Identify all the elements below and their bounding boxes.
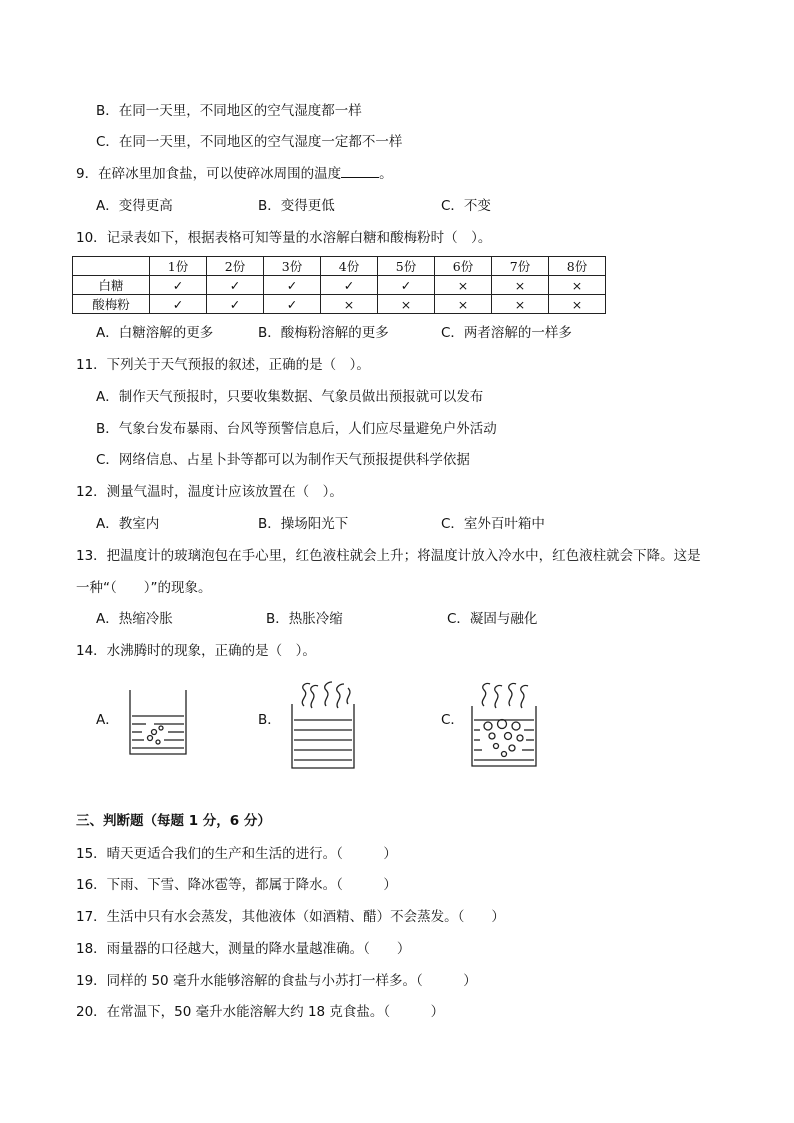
table-cell: ✓ (264, 276, 321, 295)
table-row (73, 295, 606, 314)
table-header-cell: 3份 (264, 257, 321, 276)
q9-answer-blank (341, 165, 379, 178)
table-cell: × (378, 295, 435, 314)
judge-item-20: 20．在常温下，50 毫升水能溶解大约 18 克食盐。（ ） (76, 1004, 445, 1020)
q12-option-b: B．操场阳光下 (258, 516, 349, 532)
q12-option-a: A．教室内 (96, 516, 160, 532)
q9-stem (76, 165, 393, 183)
table-cell: × (549, 276, 606, 295)
judge-item-15: 15．晴天更适合我们的生产和生活的进行。（ ） (76, 846, 397, 862)
q11-option-c: C．网络信息、占星卜卦等都可以为制作天气预报提供科学依据 (96, 452, 470, 468)
judge-item-17: 17．生活中只有水会蒸发，其他液体（如酒精、醋）不会蒸发。（ ） (76, 909, 505, 925)
q13-option-b: B．热胀冷缩 (266, 611, 343, 627)
q9-stem-end: 。 (379, 166, 393, 182)
q8-option-c: C．在同一天里，不同地区的空气湿度一定都不一样 (96, 134, 403, 150)
table-cell: ✓ (150, 276, 207, 295)
table-cell: × (321, 295, 378, 314)
table-row-label: 白糖 (73, 276, 150, 295)
q13-stem-line2: 一种“（ ）”的现象。 (76, 580, 212, 596)
q9-stem-text: 9．在碎冰里加食盐，可以使碎冰周围的温度 (76, 166, 342, 182)
table-header-cell (73, 257, 150, 276)
table-cell: ✓ (321, 276, 378, 295)
table-header-cell: 1份 (150, 257, 207, 276)
table-cell: × (435, 295, 492, 314)
table-header-cell: 6份 (435, 257, 492, 276)
beaker-b-figure (282, 678, 364, 774)
table-cell: ✓ (378, 276, 435, 295)
q11-option-b: B．气象台发布暴雨、台风等预警信息后，人们应尽量避免户外活动 (96, 421, 497, 437)
table-cell: × (435, 276, 492, 295)
q10-stem: 10．记录表如下，根据表格可知等量的水溶解白糖和酸梅粉时（ ）。 (76, 230, 492, 246)
q8-option-b: B．在同一天里，不同地区的空气湿度都一样 (96, 103, 362, 119)
table-cell: ✓ (207, 295, 264, 314)
q11-stem: 11．下列关于天气预报的叙述，正确的是（ ）。 (76, 357, 370, 373)
q14-stem: 14．水沸腾时的现象，正确的是（ ）。 (76, 643, 316, 659)
q10-option-b: B．酸梅粉溶解的更多 (258, 325, 389, 341)
table-cell: ✓ (207, 276, 264, 295)
beaker-c-figure (462, 680, 546, 772)
section-title: 三、判断题（每题 1 分，6 分） (76, 813, 271, 829)
table-header-cell: 7份 (492, 257, 549, 276)
beaker-a-figure (124, 686, 192, 758)
record-table (72, 256, 606, 314)
q13-option-c: C．凝固与融化 (447, 611, 538, 627)
table-row-label: 酸梅粉 (73, 295, 150, 314)
q11-option-a: A．制作天气预报时，只要收集数据、气象员做出预报就可以发布 (96, 389, 484, 405)
table-cell: ✓ (264, 295, 321, 314)
q13-stem-line1: 13．把温度计的玻璃泡包在手心里，红色液柱就会上升；将温度计放入冷水中，红色液柱就会下降。这是 (76, 548, 701, 564)
table-cell: × (492, 276, 549, 295)
q10-option-c: C．两者溶解的一样多 (441, 325, 572, 341)
q14-label-c: C． (441, 712, 464, 728)
table-header-row (73, 257, 606, 276)
judge-item-19: 19．同样的 50 毫升水能够溶解的食盐与小苏打一样多。（ ） (76, 973, 477, 989)
q9-option-a: A．变得更高 (96, 198, 173, 214)
q12-option-c: C．室外百叶箱中 (441, 516, 545, 532)
judge-item-16: 16．下雨、下雪、降冰雹等，都属于降水。（ ） (76, 877, 397, 893)
table-cell: ✓ (150, 295, 207, 314)
table-header-cell: 8份 (549, 257, 606, 276)
table-cell: × (549, 295, 606, 314)
table-header-cell: 4份 (321, 257, 378, 276)
q13-option-a: A．热缩冷胀 (96, 611, 173, 627)
q12-stem: 12．测量气温时，温度计应该放置在（ ）。 (76, 484, 343, 500)
q9-option-b: B．变得更低 (258, 198, 335, 214)
q14-label-b: B． (258, 712, 281, 728)
table-header-cell: 5份 (378, 257, 435, 276)
q14-label-a: A． (96, 712, 119, 728)
table-cell: × (492, 295, 549, 314)
judge-item-18: 18．雨量器的口径越大，测量的降水量越准确。（ ） (76, 941, 411, 957)
q9-option-c: C．不变 (441, 198, 491, 214)
table-row (73, 276, 606, 295)
table-header-cell: 2份 (207, 257, 264, 276)
q10-option-a: A．白糖溶解的更多 (96, 325, 214, 341)
